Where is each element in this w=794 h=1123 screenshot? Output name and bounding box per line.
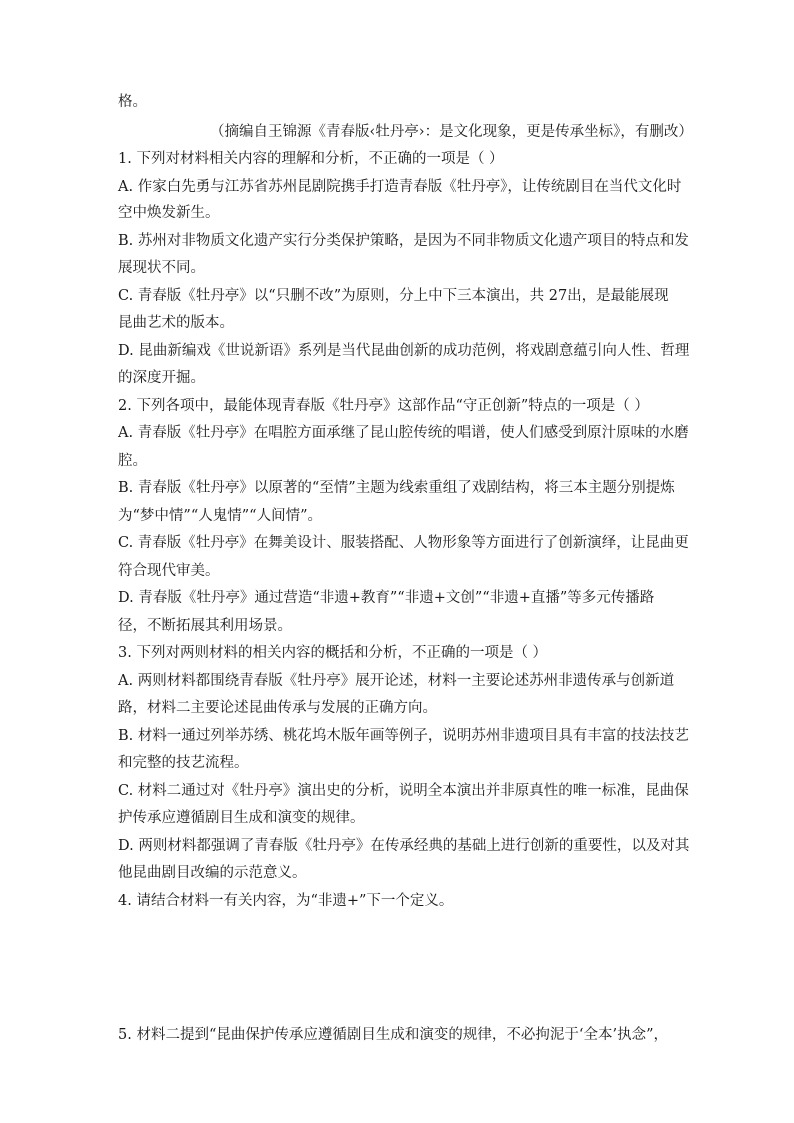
- text-line: 和完整的技艺流程。: [118, 755, 249, 771]
- option-2a: A. 青春版《牡丹亭》在唱腔方面承继了昆山腔传统的唱谱，使人们感受到原汁原味的水磨: [118, 425, 689, 441]
- text-line: 格。: [118, 94, 147, 110]
- question-5: 5. 材料二提到“昆曲保护传承应遵循剧目生成和演变的规律，不必拘泥于‘全本’执念”，: [118, 1027, 668, 1043]
- option-1a: A. 作家白先勇与江苏省苏州昆剧院携手打造青春版《牡丹亭》，让传统剧目在当代文化时: [118, 179, 682, 195]
- option-3a: A. 两则材料都围绕青春版《牡丹亭》展开论述，材料一主要论述苏州非遗传承与创新道: [118, 673, 675, 689]
- text-line: 空中焕发新生。: [118, 205, 220, 221]
- option-1d: D. 昆曲新编戏《世说新语》系列是当代昆曲创新的成功范例，将戏剧意蕴引向人性、哲理: [118, 343, 690, 359]
- option-1c: C. 青春版《牡丹亭》以“只删不改”为原则，分上中下三本演出，共 27出，是最能展现: [118, 288, 669, 304]
- text-line: 路，材料二主要论述昆曲传承与发展的正确方向。: [118, 700, 437, 716]
- question-2: 2. 下列各项中，最能体现青春版《牡丹亭》这部作品“守正创新”特点的一项是（ ）: [118, 398, 649, 414]
- text-line: 展现状不同。: [118, 260, 205, 276]
- question-4: 4. 请结合材料一有关内容，为“非遗+”下一个定义。: [118, 893, 454, 909]
- text-line: 为“梦中情”“人鬼情”“人间情”。: [118, 508, 322, 524]
- question-3: 3. 下列对两则材料的相关内容的概括和分析，不正确的一项是（ ）: [118, 645, 548, 661]
- option-3b: B. 材料一通过列举苏绣、桃花坞木版年画等例子，说明苏州非遗项目具有丰富的技法技艺: [118, 728, 689, 744]
- text-line: 符合现代审美。: [118, 563, 220, 579]
- option-3c: C. 材料二通过对《牡丹亭》演出史的分析，说明全本演出并非原真性的唯一标准，昆曲保: [118, 783, 689, 799]
- option-2b: B. 青春版《牡丹亭》以原著的“至情”主题为线索重组了戏剧结构，将三本主题分别提炼: [118, 480, 675, 496]
- option-3d: D. 两则材料都强调了青春版《牡丹亭》在传承经典的基础上进行创新的重要性，以及对其: [118, 838, 690, 854]
- text-line: 径，不断拓展其利用场景。: [118, 618, 292, 634]
- text-line: 昆曲艺术的版本。: [118, 315, 234, 331]
- text-line: 他昆曲剧目改编的示范意义。: [118, 865, 307, 881]
- question-1: 1. 下列对材料相关内容的理解和分析，不正确的一项是（ ）: [118, 151, 504, 167]
- source-citation: （摘编自王锦源《青春版‹牡丹亭›：是文化现象，更是传承坐标》，有删改）: [210, 124, 693, 140]
- text-line: 护传承应遵循剧目生成和演变的规律。: [118, 810, 365, 826]
- text-line: 腔。: [118, 453, 147, 469]
- option-1b: B. 苏州对非物质文化遗产实行分类保护策略，是因为不同非物质文化遗产项目的特点和发: [118, 233, 689, 249]
- text-line: 的深度开掘。: [118, 370, 205, 386]
- option-2d: D. 青春版《牡丹亭》通过营造“非遗+教育”“非遗+文创”“非遗+直播”等多元传播路: [118, 590, 655, 606]
- option-2c: C. 青春版《牡丹亭》在舞美设计、服装搭配、人物形象等方面进行了创新演绎，让昆曲更: [118, 535, 689, 551]
